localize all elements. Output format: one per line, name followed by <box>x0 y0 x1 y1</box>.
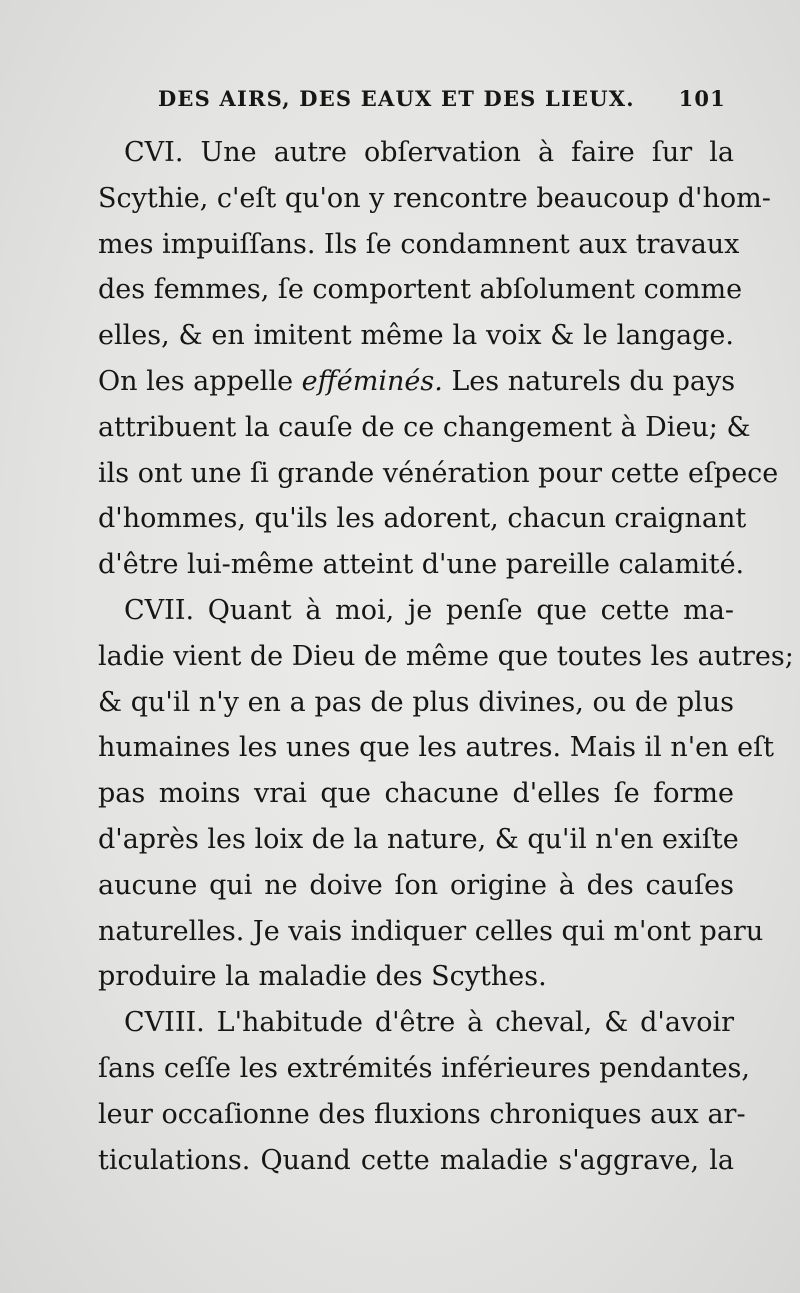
text-line: des femmes, ſe comportent abſolument comme <box>98 274 743 306</box>
text-line: naturelles. Je vais indiquer celles qui m'ont paru <box>98 915 764 947</box>
running-head <box>158 86 726 111</box>
text-line: CVIII. L'habitude d'être à cheval, & d'avoir <box>124 1007 734 1039</box>
page-number: 101 <box>678 86 726 111</box>
text-segment: Les naturels du pays <box>442 365 736 397</box>
running-title: DES AIRS, DES EAUX ET DES LIEUX. <box>158 86 635 111</box>
text-line: humaines les unes que les autres. Mais il n'en eſt <box>98 732 774 764</box>
text-line: pas moins vrai que chacune d'elles ſe forme <box>98 778 734 810</box>
text-line: elles, & en imitent même la voix & le langage. <box>98 320 734 352</box>
text-line: ticulations. Quand cette maladie s'aggrave, la <box>98 1144 734 1176</box>
text-segment: On les appelle <box>98 365 302 397</box>
text-line: Scythie, c'eſt qu'on y rencontre beaucoup d'hom- <box>98 182 771 214</box>
text-line: attribuent la cauſe de ce changement à Dieu; & <box>98 411 751 443</box>
text-line: mes impuiſſans. Ils ſe condamnent aux travaux <box>98 228 740 260</box>
text-line: aucune qui ne doive ſon origine à des cauſes <box>98 869 734 901</box>
text-line: & qu'il n'y en a pas de plus divines, ou de plus <box>98 686 734 718</box>
emphasis-word: efféminés. <box>301 365 443 397</box>
text-line: d'être lui-même atteint d'une pareille calamité. <box>98 549 745 581</box>
body-text <box>98 130 794 1183</box>
text-line: d'hommes, qu'ils les adorent, chacun craignant <box>98 503 747 535</box>
text-line: CVII. Quant à moi, je penſe que cette ma- <box>124 594 734 626</box>
text-line: ſans ceſſe les extrémités inférieures pendantes, <box>98 1052 750 1084</box>
text-line: CVI. Une autre obſervation à faire ſur la <box>124 137 734 168</box>
text-line: produire la maladie des Scythes. <box>98 961 547 993</box>
text-line: leur occaſionne des fluxions chroniques aux ar- <box>98 1098 746 1130</box>
text-line: ladie vient de Dieu de même que toutes les autres; <box>98 640 794 672</box>
text-line: d'après les loix de la nature, & qu'il n'en exiſte <box>98 823 739 855</box>
text-line-with-emphasis <box>98 359 734 405</box>
text-line: ils ont une ſi grande vénération pour cette eſpece <box>98 457 779 489</box>
